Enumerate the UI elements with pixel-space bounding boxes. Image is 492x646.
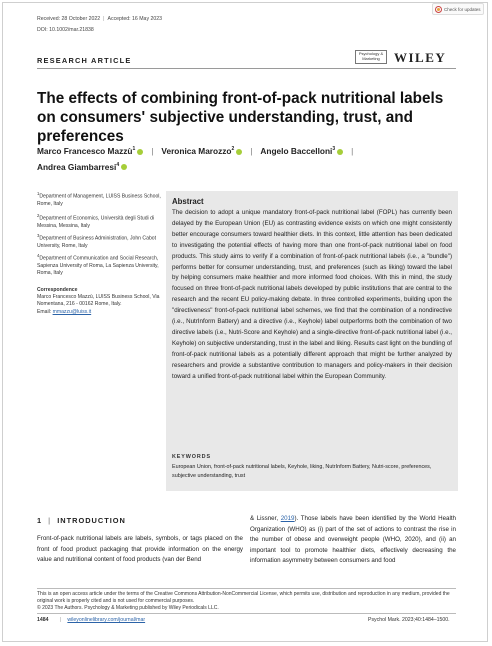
correspondence [37, 287, 162, 316]
correspondence-label: Correspondence [37, 287, 78, 293]
affiliation-4: $^4$Department of Communication and Social Research, Sapienza University of Roma, La Sapienza University, Roma, Italy [37, 253, 159, 276]
crossmark-icon [435, 6, 442, 13]
check-updates-button[interactable] [432, 3, 484, 15]
journal-logo-text: Psychology & Marketing [358, 51, 384, 61]
orcid-icon[interactable] [337, 149, 343, 155]
license-rule [37, 588, 456, 589]
author-list: Marco Francesco Mazzù$^1$ | Veronica Marozzo$^2$ | Angelo Baccelloni$^3$ | Andrea Giambarresi$^4$ [37, 145, 354, 172]
abstract-heading: Abstract [172, 197, 204, 206]
keywords-heading: KEYWORDS [172, 454, 211, 460]
page-number: 1484 [37, 617, 49, 623]
orcid-icon[interactable] [236, 149, 242, 155]
journal-url[interactable]: wileyonlinelibrary.com/journal/mar [67, 617, 146, 623]
license-line-2: © 2023 The Authors. Psychology & Marketing published by Wiley Periodicals LLC. [37, 605, 219, 611]
email-label: Email: [37, 309, 52, 315]
check-updates-label: Check for updates [444, 6, 481, 12]
article-title: The effects of combining front-of-pack nutritional labels on consumers' subjective understanding, trust, and preferences [37, 90, 444, 145]
section-heading-introduction: 1 | INTRODUCTION [37, 516, 126, 525]
doi[interactable]: DOI: 10.1002/mar.21838 [37, 27, 94, 33]
history-line: Received: 28 October 2022 | Accepted: 16 May 2023 [37, 16, 163, 22]
footer-rule [37, 613, 456, 614]
article-type: RESEARCH ARTICLE [37, 56, 132, 65]
accepted-date: Accepted: 16 May 2023 [107, 16, 163, 22]
correspondence-address: Marco Francesco Mazzù, LUISS Business School, Via Nomentana, 216 - 00162 Rome, Italy. [37, 294, 160, 307]
intro-left-column: Front-of-pack nutritional labels are labels, symbols, or tags placed on the front of food product packaging that provide information on the energy value and nutritional content of food products (van der Bend [37, 535, 243, 564]
journal-citation: Psychol Mark. 2023;40:1484–1500. [368, 617, 450, 623]
author-4[interactable]: Andrea Giambarresi$^4$ [37, 161, 120, 172]
author-3[interactable]: Angelo Baccelloni$^3$ [260, 145, 336, 156]
intro-right-column: & Lissner, 2019). Those labels have been identified by the World Health Organization (WHO) as (i) part of the set of actions to contrast the rise in the number of obese and overweight people (WHO, 2020), and (ii) an important tool to promote healthier diets, effectively decreasing the information asymmetry between consumers and food [250, 515, 457, 565]
orcid-icon[interactable] [137, 149, 143, 155]
license-line-1: This is an open access article under the terms of the Creative Commons Attribution-NonCommercial License, which permits use, distribution and reproduction in any medium, provided the original work is properly cited and is not used for commercial purposes. [37, 591, 450, 604]
affiliation-3: $^3$Department of Business Administration, John Cabot University, Rome, Italy [37, 233, 157, 249]
affiliation-1: $^1$Department of Management, LUISS Business School, Rome, Italy [37, 191, 161, 207]
author-1[interactable]: Marco Francesco Mazzù$^1$ [37, 145, 136, 156]
received-date: Received: 28 October 2022 [37, 16, 101, 22]
citation-link[interactable]: 2019 [280, 515, 295, 522]
email-link[interactable]: mmazzu@luiss.it [52, 309, 92, 315]
wiley-logo: WILEY [394, 50, 447, 65]
orcid-icon[interactable] [121, 164, 127, 170]
journal-logo [355, 50, 387, 64]
license-text [37, 591, 456, 612]
header-rule [37, 68, 456, 69]
section-number: 1 [37, 516, 43, 525]
affiliation-2: $^2$Department of Economics, Università degli Studi di Messina, Messina, Italy [37, 213, 155, 229]
abstract-text: The decision to adopt a unique mandatory front-of-pack nutritional label (FOPL) has currently been delayed by the European Union (EU) as contrasting evidence exists on which one might consistently better encourage consumers toward healthier diets. In this context, little attention has been dedicated to investigating the potential effects of having more than one front-of-pack nutritional label on food products. This study aims to verify if a combination of front-of-pack nutritional labels (i.e., a "bundle") performs better for consumer understanding, trust, and preferences (such as liking) toward the label by helping consumers make healthier and more informed food choices. With this in mind, the study focused on three front-of-pack nutritional labels developed by public institutions that are central to the research and the recent EU policy-making debate. In three controlled experiments, building upon the "directiveness" front-of-pack nutritional label schemes, we find that the combination of a nondirective (i.e., NutrInform Battery) and a directive (i.e., Keyhole) label outperforms both the combination of two directive labels (i.e., Nutri-Score and Keyhole) and a single-directive front-of-pack nutritional label (i.e., Keyhole) on subjective understanding, trust in the label and liking. Results cast light on the bundling of front-of-pack nutritional labels as a potentially different approach that might be further analyzed by researchers and provide a substantive contribution to managers and policy-makers in their decision toward a unified front-of-pack nutritional label within the European Community. [172, 209, 452, 380]
keywords-text: European Union, front-of-pack nutritional labels, Keyhole, liking, NutrInform Battery, Nutri-score, preferences, subjective understanding, trust [172, 464, 432, 479]
author-2[interactable]: Veronica Marozzo$^2$ [161, 145, 235, 156]
section-title: INTRODUCTION [57, 516, 126, 525]
